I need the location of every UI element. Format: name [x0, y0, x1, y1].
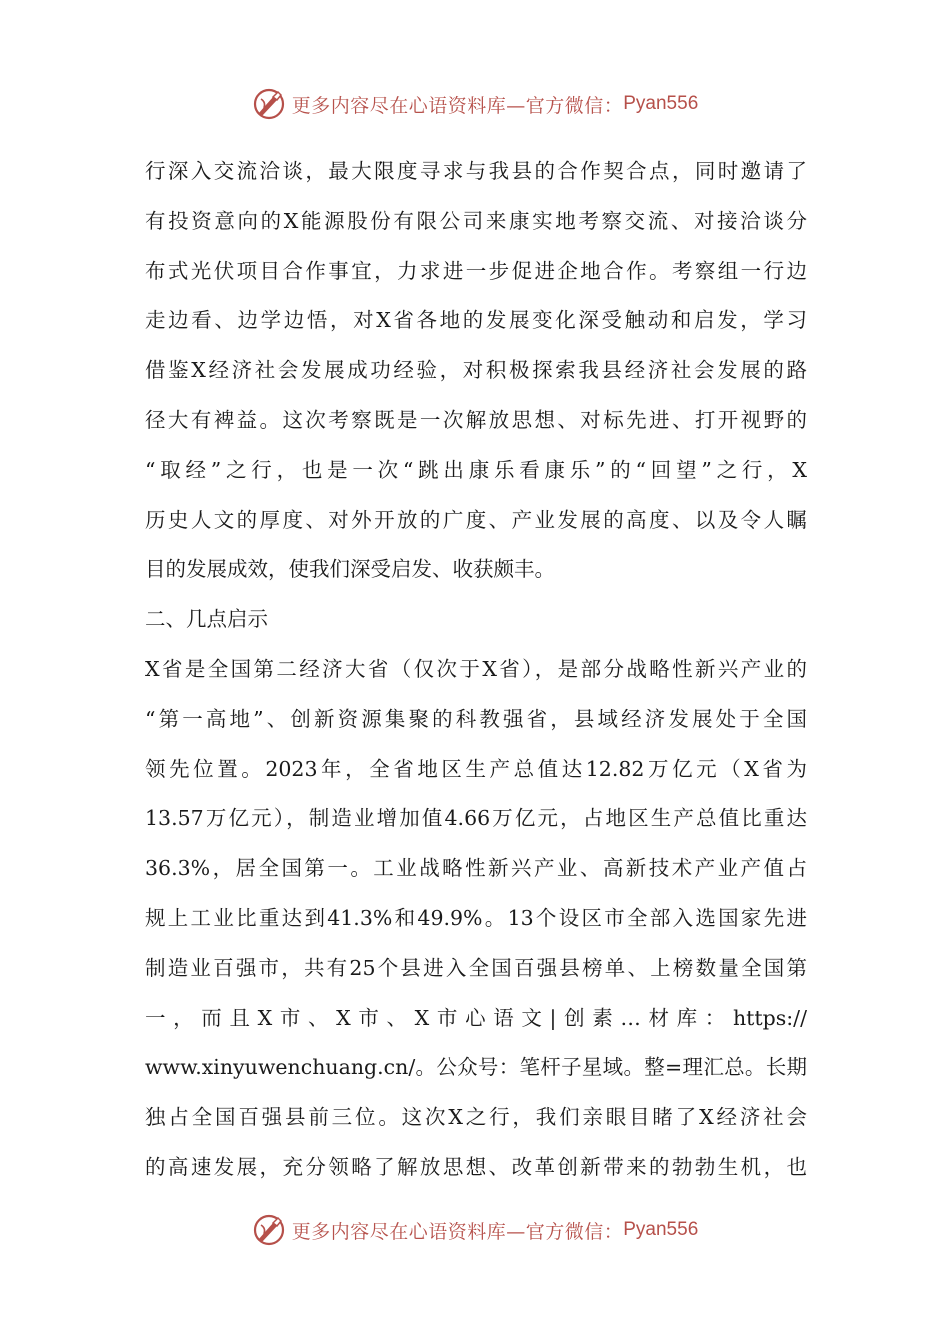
banner-text: 更多内容尽在心语资料库—官方微信： [291, 1220, 624, 1243]
text-line: 历史人文的厚度、对外开放的广度、产业发展的高度、以及令人瞩 [145, 507, 807, 532]
header-banner [0, 84, 950, 124]
text-line: 的高速发展，充分领略了解放思想、改革创新带来的勃勃生机，也 [145, 1154, 807, 1179]
banner-wechat-id: Pyan556 [623, 93, 699, 114]
text-line: X省是全国第二经济大省（仅次于X省），是部分战略性新兴产业的 [145, 656, 807, 681]
section-heading: 二、几点启示 [145, 607, 268, 632]
text-line: 13.57万亿元），制造业增加值4.66万亿元，占地区生产总值比重达 [145, 806, 807, 831]
text-line: 领先位置。2023年，全省地区生产总值达12.82万亿元（X省为 [145, 756, 807, 781]
pen-logo-icon [252, 1213, 286, 1247]
text-line: 36.3%，居全国第一。工业战略性新兴产业、高新技术产业产值占 [145, 856, 807, 881]
banner-text: 更多内容尽在心语资料库—官方微信： [291, 94, 624, 117]
document-body [145, 147, 807, 1193]
text-line: 规上工业比重达到41.3%和49.9%。13个设区市全部入选国家先进 [145, 905, 807, 930]
text-line: “第一高地”、创新资源集聚的科教强省，县域经济发展处于全国 [145, 706, 807, 731]
text-line: 有投资意向的X能源股份有限公司来康实地考察交流、对接洽谈分 [145, 208, 807, 233]
text-line: 布式光伏项目合作事宜，力求进一步促进企地合作。考察组一行边 [145, 258, 807, 283]
text-line: www.xinyuwenchuang.cn/。公众号：笔杆子星域。整=理汇总。长期 [145, 1055, 807, 1080]
text-line: 行深入交流洽谈，最大限度寻求与我县的合作契合点，同时邀请了 [145, 159, 807, 183]
text-line: 走边看、边学边悟，对X省各地的发展变化深受触动和启发，学习 [145, 308, 807, 333]
text-line: 径大有裨益。这次考察既是一次解放思想、对标先进、打开视野的 [145, 407, 807, 432]
banner-wechat-id: Pyan556 [623, 1219, 699, 1240]
text-line: 一，而且X市、X市、X市心语文|创素…材库：https:// [145, 1005, 807, 1030]
pen-logo-icon [252, 87, 286, 121]
text-line: 借鉴X经济社会发展成功经验，对积极探索我县经济社会发展的路 [145, 358, 807, 383]
text-line: “取经”之行，也是一次“跳出康乐看康乐”的“回望”之行，X [145, 457, 807, 482]
text-line: 独占全国百强县前三位。这次X之行，我们亲眼目睹了X经济社会 [145, 1105, 807, 1130]
paragraph-end-line: 目的发展成效，使我们深受启发、收获颇丰。 [145, 557, 555, 582]
text-line: 制造业百强市，共有25个县进入全国百强县榜单、上榜数量全国第 [145, 955, 807, 980]
footer-banner [0, 1210, 950, 1250]
